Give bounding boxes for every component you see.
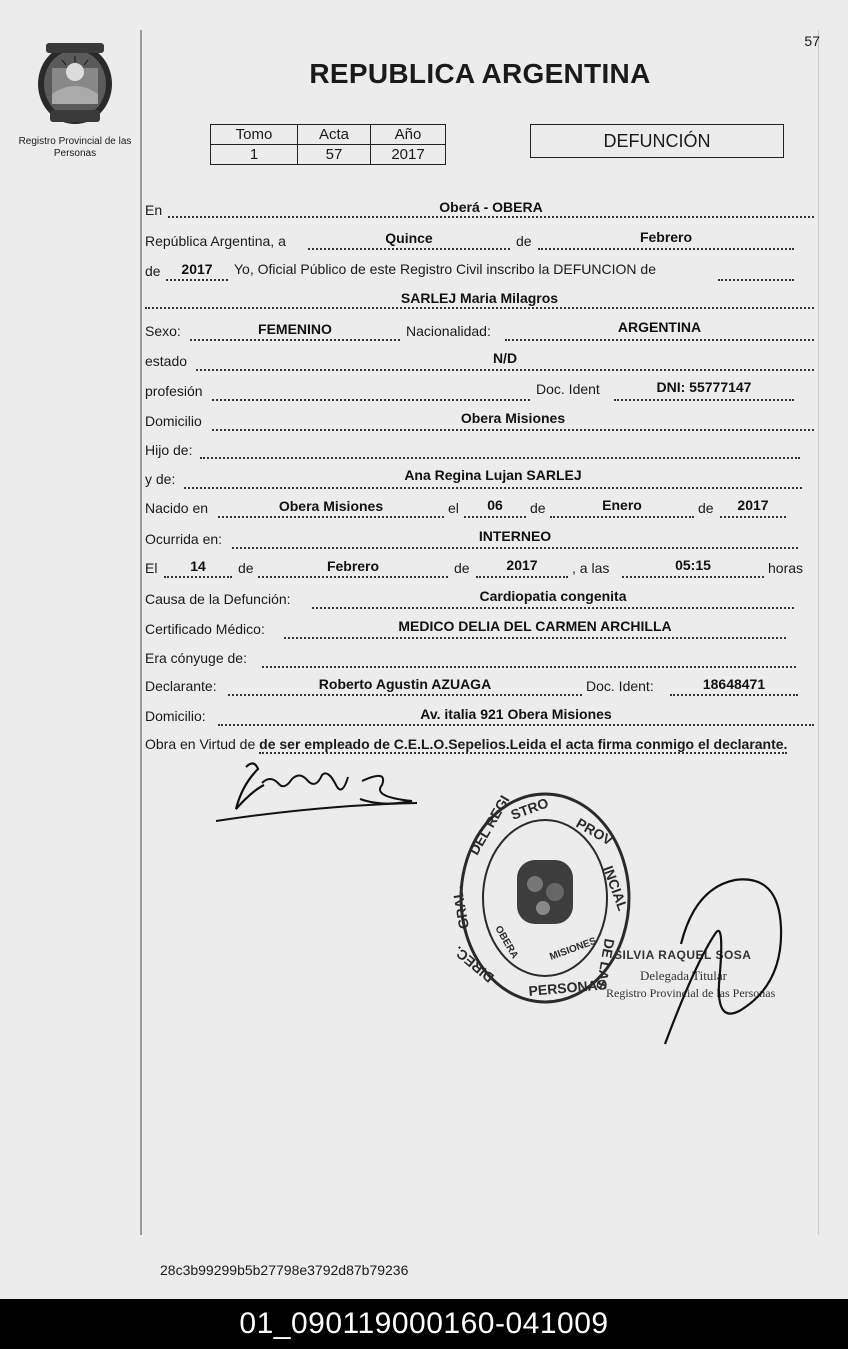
- registry-header-acta: Acta: [298, 125, 371, 145]
- registry-table: [210, 124, 446, 165]
- registry-header-tomo: Tomo: [211, 125, 298, 145]
- svg-text:INCIAL: INCIAL: [600, 863, 632, 913]
- value-declarante: Roberto Agustin AZUAGA: [318, 676, 492, 692]
- label-domicilio: Domicilio: [145, 413, 202, 429]
- dotted-line: [145, 307, 814, 309]
- value-def-dia: 14: [190, 558, 206, 574]
- value-def-anio: 2017: [506, 557, 538, 573]
- dotted-line: [308, 248, 510, 250]
- official-seal-stamp: [448, 788, 635, 1008]
- signatory-org: Registro Provincial de las Personas: [606, 986, 776, 1000]
- value-def-mes: Febrero: [326, 558, 380, 574]
- value-nacionalidad: ARGENTINA: [617, 319, 702, 335]
- value-declarante-domicilio: Av. italia 921 Obera Misiones: [420, 706, 612, 722]
- label-ocurrida-en: Ocurrida en:: [145, 531, 223, 547]
- dotted-line: [262, 666, 796, 668]
- value-sexo: FEMENINO: [258, 321, 332, 337]
- dotted-line: [212, 429, 814, 431]
- label-de: de: [454, 560, 470, 576]
- dotted-line: [258, 576, 448, 578]
- svg-text:OBERA: OBERA: [492, 924, 520, 961]
- obra-en-virtud-text: [145, 734, 815, 755]
- dotted-line: [550, 516, 694, 518]
- dotted-line: [464, 516, 526, 518]
- label-en: En: [145, 202, 163, 218]
- value-declarante-doc: 18648471: [702, 676, 766, 692]
- dotted-line: [718, 279, 794, 281]
- value-dia: Quince: [385, 230, 433, 246]
- dotted-line: [212, 399, 530, 401]
- svg-text:PROV: PROV: [573, 814, 616, 849]
- province-coat-of-arms-logo: [34, 38, 116, 128]
- dotted-line: [228, 694, 582, 696]
- label-profesion: profesión: [145, 383, 203, 399]
- label-declarante: Declarante:: [145, 678, 217, 694]
- document-type-box: DEFUNCIÓN: [530, 124, 784, 158]
- dotted-line: [622, 576, 764, 578]
- label-conyuge: Era cónyuge de:: [145, 650, 247, 666]
- label-nacido-en: Nacido en: [145, 500, 209, 516]
- document-hash: 28c3b99299b5b27798e3792d87b79236: [160, 1262, 409, 1278]
- label-y-de: y de:: [145, 471, 176, 487]
- label-estado: estado: [145, 353, 188, 369]
- dotted-line: [505, 339, 814, 341]
- dotted-line: [164, 576, 232, 578]
- svg-text:GRAL.: GRAL.: [448, 884, 472, 931]
- right-margin-line: [818, 30, 819, 1235]
- value-mes: Febrero: [639, 229, 693, 245]
- dotted-line: [720, 516, 786, 518]
- value-domicilio: Obera Misiones: [460, 410, 566, 426]
- signatory-name: SILVIA RAQUEL SOSA: [614, 948, 752, 962]
- official-signature: [655, 874, 790, 1050]
- svg-text:STRO: STRO: [508, 794, 551, 823]
- label-de: de: [516, 233, 532, 249]
- dotted-line: [476, 576, 568, 578]
- organization-name: Registro Provincial de las Personas: [18, 136, 132, 159]
- page-number: 57: [804, 33, 820, 49]
- label-de: de: [238, 560, 254, 576]
- label-de: de: [530, 500, 546, 516]
- label-republica: República Argentina, a: [145, 233, 286, 249]
- label-causa: Causa de la Defunción:: [145, 591, 291, 607]
- svg-text:DEL REGI: DEL REGI: [465, 792, 513, 858]
- registry-header-anio: Año: [371, 125, 446, 145]
- dotted-line: [168, 216, 814, 218]
- value-nac-anio: 2017: [737, 497, 769, 513]
- value-certificado: MEDICO DELIA DEL CARMEN ARCHILLA: [398, 618, 672, 634]
- left-margin-line: [140, 30, 142, 1235]
- signatory-role: Delegada Titular: [640, 968, 728, 983]
- value-nacido-en: Obera Misiones: [278, 498, 384, 514]
- value-causa: Cardiopatia congenita: [479, 588, 627, 604]
- label-a-las: , a las: [572, 560, 610, 576]
- value-y-de: Ana Regina Lujan SARLEJ: [404, 467, 582, 483]
- label-nacionalidad: Nacionalidad:: [406, 323, 491, 339]
- dotted-line: [614, 399, 794, 401]
- label-obra: Obra en Virtud de: [145, 736, 256, 752]
- label-de: de: [698, 500, 714, 516]
- footer-id: 01_090119000160-041009: [239, 1307, 609, 1340]
- svg-text:PERSONAS: PERSONAS: [527, 976, 608, 999]
- value-nombre: SARLEJ Maria Milagros: [400, 290, 559, 306]
- label-inscribo: Yo, Oficial Público de este Registro Civil inscribo la DEFUNCION de: [234, 261, 656, 277]
- label-de-year: de: [145, 263, 161, 279]
- value-ocurrida-en: INTERNEO: [478, 528, 552, 544]
- registry-value-acta: 57: [298, 145, 371, 165]
- label-certificado: Certificado Médico:: [145, 621, 265, 637]
- dotted-line: [166, 279, 228, 281]
- label-domicilio2: Domicilio:: [145, 708, 206, 724]
- dotted-line: [232, 547, 798, 549]
- label-horas: horas: [768, 560, 804, 576]
- label-el-cap: El: [145, 560, 158, 576]
- declarant-signature: [212, 755, 427, 825]
- label-hijo-de: Hijo de:: [145, 442, 193, 458]
- registry-value-anio: 2017: [371, 145, 446, 165]
- dotted-line: [218, 724, 814, 726]
- svg-text:MISIONES: MISIONES: [548, 935, 598, 963]
- dotted-line: [196, 369, 814, 371]
- dotted-line: [670, 694, 798, 696]
- value-nac-mes: Enero: [602, 497, 642, 513]
- value-nac-dia: 06: [487, 497, 503, 513]
- value-obra-text: de ser empleado de C.E.L.O.Sepelios.Leida el acta firma conmigo el declarante.: [259, 736, 788, 752]
- svg-text:DE LAS: DE LAS: [593, 937, 618, 991]
- label-sexo: Sexo:: [145, 323, 181, 339]
- value-anio: 2017: [181, 261, 213, 277]
- value-lugar: Oberá - OBERA: [439, 199, 543, 215]
- svg-text:DIREC.: DIREC.: [450, 943, 497, 986]
- dotted-line: [218, 516, 444, 518]
- dotted-line: [190, 339, 400, 341]
- dotted-line: [312, 607, 794, 609]
- label-doc-ident2: Doc. Ident:: [586, 678, 654, 694]
- value-estado: N/D: [492, 350, 518, 366]
- dotted-line: [538, 248, 794, 250]
- label-doc-ident: Doc. Ident: [536, 381, 600, 397]
- value-doc: DNI: 55777147: [656, 379, 752, 395]
- dotted-line: [184, 487, 802, 489]
- dotted-line: [284, 637, 786, 639]
- label-el: el: [448, 500, 459, 516]
- dotted-line: [200, 457, 800, 459]
- document-title: REPUBLICA ARGENTINA: [309, 58, 651, 89]
- registry-value-tomo: 1: [211, 145, 298, 165]
- value-hora: 05:15: [675, 557, 711, 573]
